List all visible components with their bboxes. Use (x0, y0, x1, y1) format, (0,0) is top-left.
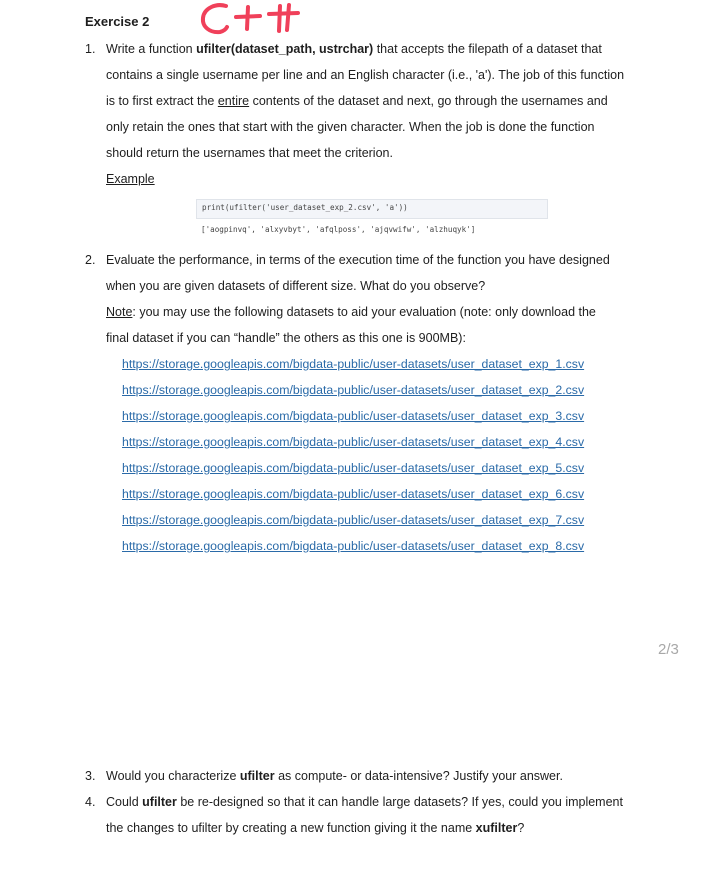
q4-line-2 (106, 821, 524, 835)
exercise-title: Exercise 2 (85, 14, 150, 29)
q3-number: 3. (85, 769, 96, 783)
handwritten-cpp-mark (196, 0, 316, 40)
q1-line-3 (106, 94, 608, 108)
q4-line-2-text-start: the changes to ufilter by creating a new function giving it the name (106, 821, 476, 835)
q2-line-3 (106, 305, 596, 319)
q2-line-2: when you are given datasets of different size. What do you observe? (106, 279, 486, 293)
q4-number: 4. (85, 795, 96, 809)
dataset-link-8[interactable]: https://storage.googleapis.com/bigdata-public/user-datasets/user_dataset_exp_8.csv (122, 539, 585, 553)
q4-function-name: ufilter (142, 795, 177, 809)
q3-text-start: Would you characterize (106, 769, 240, 783)
example-label: Example (106, 172, 155, 186)
note-label: Note (106, 305, 133, 319)
q4-line-1-text-start: Could (106, 795, 143, 809)
q1-line-1-text-start: Write a function (106, 42, 197, 56)
new-function-name-xufilter: xufilter (475, 821, 518, 835)
code-input-box (196, 199, 548, 219)
function-signature-ufilter: ufilter(dataset_path, ustrchar) (196, 42, 374, 56)
dataset-link-6[interactable]: https://storage.googleapis.com/bigdata-public/user-datasets/user_dataset_exp_6.csv (122, 487, 585, 501)
q3-text-end: as compute- or data-intensive? Justify your answer. (274, 769, 563, 783)
q3-line (106, 769, 563, 783)
q2-number: 2. (85, 253, 96, 267)
dataset-link-5[interactable]: https://storage.googleapis.com/bigdata-public/user-datasets/user_dataset_exp_5.csv (122, 461, 585, 475)
dataset-link-1[interactable]: https://storage.googleapis.com/bigdata-public/user-datasets/user_dataset_exp_1.csv (122, 357, 585, 371)
code-input: print(ufilter('user_dataset_exp_2.csv', 'a')) (202, 203, 408, 212)
q4-line-1-text-end: be re-designed so that it can handle large datasets? If yes, could you implement (176, 795, 623, 809)
underlined-word-entire: entire (217, 94, 250, 108)
code-output: ['aogpinvq', 'alxyvbyt', 'afqlposs', 'ajqvwifw', 'alzhuqyk'] (201, 225, 476, 234)
q4-line-1 (106, 795, 623, 809)
q1-line-1-text-end: that accepts the filepath of a dataset that (373, 42, 602, 56)
q1-number: 1. (85, 42, 96, 56)
q2-line-3-text: : you may use the following datasets to aid your evaluation (note: only download the (132, 305, 596, 319)
q1-line-2: contains a single username per line and an English character (i.e., 'a'). The job of this function (106, 68, 625, 82)
q1-line-5: should return the usernames that meet the criterion. (106, 146, 393, 160)
q3-function-name: ufilter (239, 769, 275, 783)
page-indicator: 2/3 (658, 641, 679, 658)
q1-line-3-text-end: contents of the dataset and next, go through the usernames and (249, 94, 608, 108)
q1-line-1 (106, 42, 602, 56)
q1-line-3-text-start: is to first extract the (106, 94, 218, 108)
dataset-link-4[interactable]: https://storage.googleapis.com/bigdata-public/user-datasets/user_dataset_exp_4.csv (122, 435, 585, 449)
q1-line-4: only retain the ones that start with the given character. When the job is done the function (106, 120, 595, 134)
dataset-link-2[interactable]: https://storage.googleapis.com/bigdata-public/user-datasets/user_dataset_exp_2.csv (122, 383, 585, 397)
q2-line-4: final dataset if you can “handle” the others as this one is 900MB): (106, 331, 466, 345)
q4-line-2-text-end: ? (517, 821, 525, 835)
dataset-link-3[interactable]: https://storage.googleapis.com/bigdata-public/user-datasets/user_dataset_exp_3.csv (122, 409, 585, 423)
dataset-link-7[interactable]: https://storage.googleapis.com/bigdata-public/user-datasets/user_dataset_exp_7.csv (122, 513, 585, 527)
q2-line-1: Evaluate the performance, in terms of the execution time of the function you have designed (106, 253, 610, 267)
